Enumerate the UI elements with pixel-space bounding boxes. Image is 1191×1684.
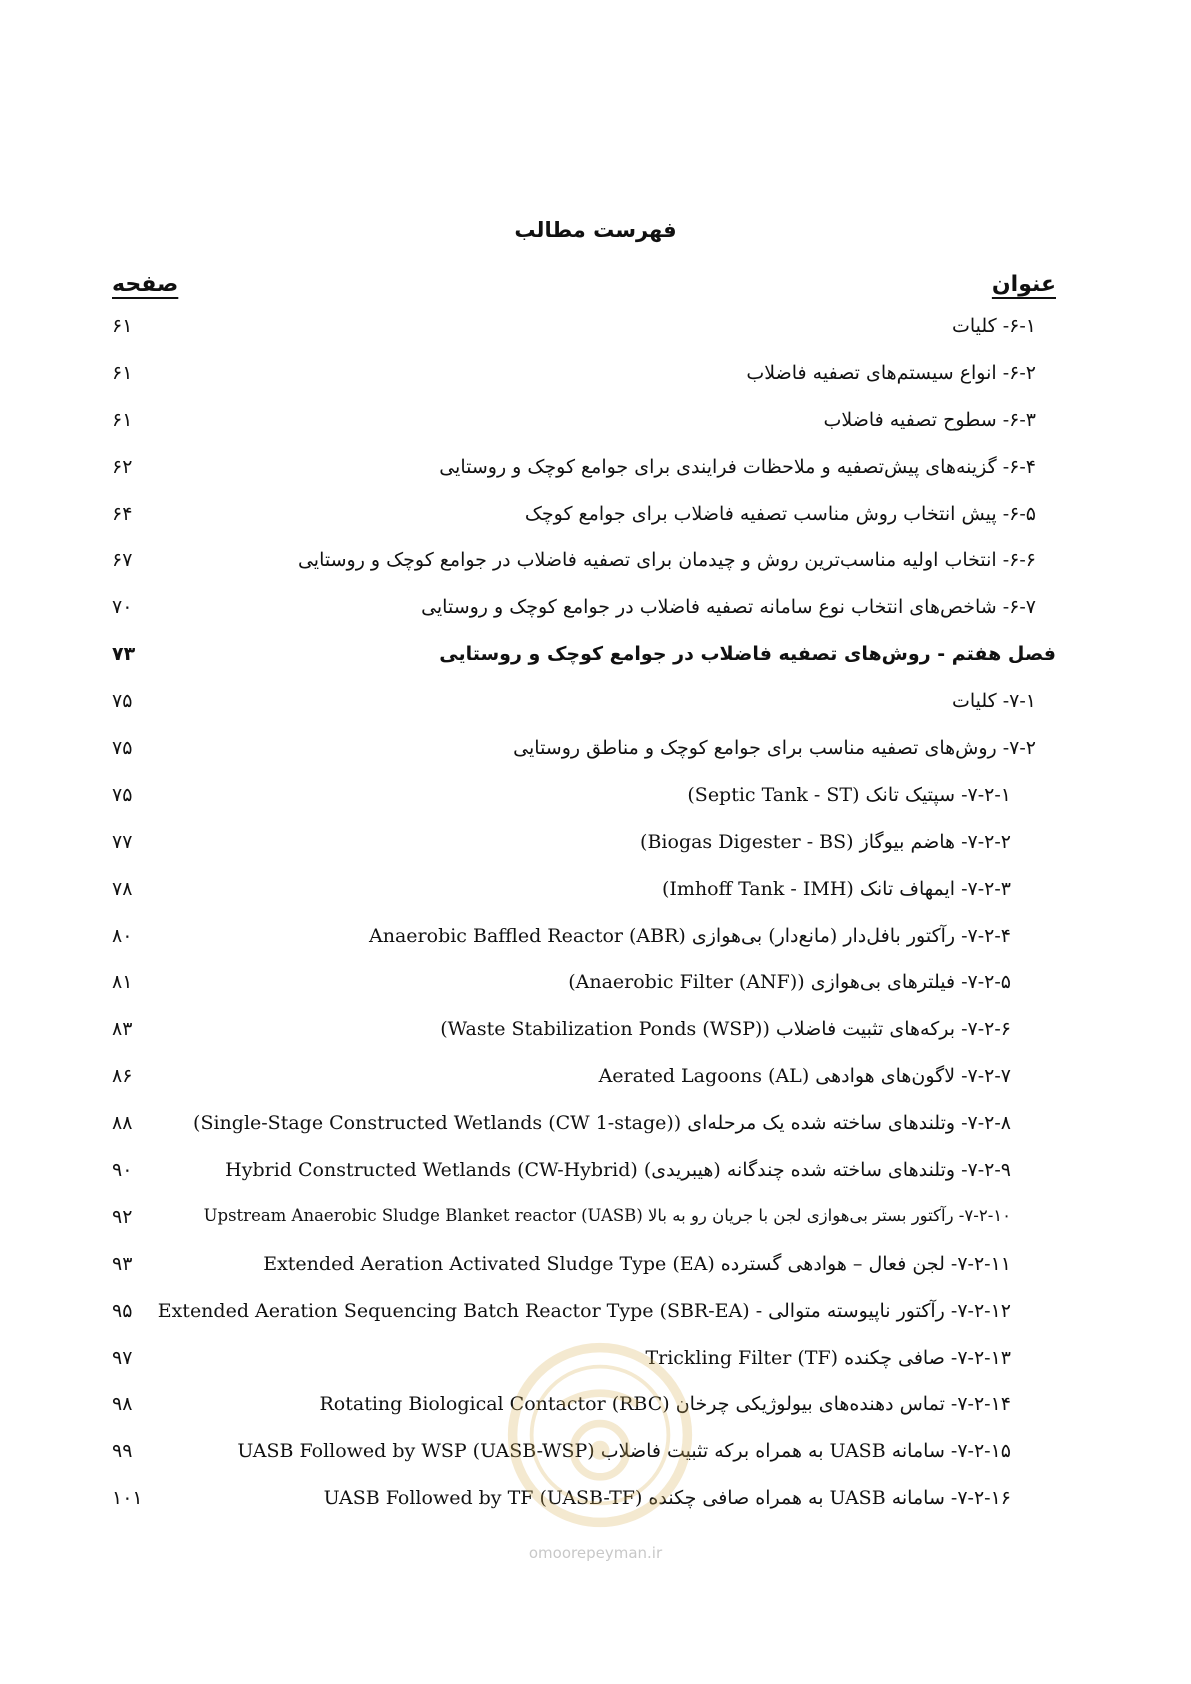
- toc-entry-title: ۶-۱- کلیات: [951, 315, 1036, 337]
- toc-entry-row: [0, 1440, 1191, 1487]
- toc-entry-row: [0, 784, 1191, 831]
- page-title: فهرست مطالب: [514, 218, 677, 242]
- toc-entry-row: [0, 549, 1191, 596]
- toc-entry-page: ۶۲: [112, 455, 133, 478]
- toc-entry-page: ۷۵: [112, 737, 133, 760]
- toc-entry-page: ۸۸: [112, 1112, 133, 1135]
- toc-entry-title: ۷-۲-۴- رآکتور بافل‌دار (مانع‌دار) بی‌هوازی Anaerobic Baffled Reactor (ABR): [369, 924, 1011, 947]
- toc-entry-row: [0, 1159, 1191, 1206]
- toc-entry-title: ۷-۲-۹- وتلندهای ساخته شده چندگانه (هیبریدی) Hybrid Constructed Wetlands (CW-Hybrid): [225, 1159, 1011, 1182]
- toc-entry-row: [0, 737, 1191, 784]
- toc-entry-row: [0, 1018, 1191, 1065]
- toc-entry-page: ۷۰: [112, 596, 133, 619]
- toc-entry-title: ۷-۲-۱۳- صافی چکنده (Trickling Filter (TF: [645, 1346, 1011, 1369]
- toc-entry-page: ۷۷: [112, 830, 133, 853]
- table-of-contents: [0, 315, 1191, 1534]
- toc-entry-title: ۷-۲-۶- برکه‌های تثبیت فاضلاب (Waste Stabilization Ponds (WSP)): [440, 1018, 1011, 1041]
- toc-entry-title: فصل هفتم - روش‌های تصفیه فاضلاب در جوامع کوچک و روستایی: [439, 643, 1056, 666]
- toc-entry-page: ۷۳: [112, 643, 136, 666]
- toc-entry-row: [0, 596, 1191, 643]
- toc-entry-page: ۹۳: [112, 1252, 133, 1275]
- toc-entry-row: [0, 503, 1191, 550]
- toc-entry-title: ۶-۳- سطوح تصفیه فاضلاب: [823, 408, 1036, 431]
- toc-entry-row: [0, 315, 1191, 362]
- toc-entry-page: ۸۱: [112, 971, 133, 994]
- toc-entry-row: [0, 1487, 1191, 1534]
- toc-entry-title: ۷-۲-۱۲- رآکتور ناپیوسته متوالی - Extended Aeration Sequencing Batch Reactor Type (SBR-EA): [157, 1299, 1011, 1322]
- toc-entry-page: ۷۸: [112, 877, 133, 900]
- toc-entry-row: [0, 1065, 1191, 1112]
- toc-entry-title: ۶-۷- شاخص‌های انتخاب نوع سامانه تصفیه فاضلاب در جوامع کوچک و روستایی: [421, 596, 1036, 619]
- toc-entry-row: [0, 1300, 1191, 1347]
- toc-entry-title: ۷-۲-۸- وتلندهای ساخته شده یک مرحله‌ای (Single-Stage Constructed Wetlands (CW 1-stage)): [193, 1112, 1011, 1135]
- toc-entry-title: ۷-۲-۷- لاگون‌های هوادهی (Aerated Lagoons (AL: [598, 1065, 1011, 1088]
- toc-entry-row: [0, 971, 1191, 1018]
- toc-entry-title: ۶-۵- پیش انتخاب روش مناسب تصفیه فاضلاب برای جوامع کوچک: [524, 502, 1036, 525]
- toc-entry-row: [0, 690, 1191, 737]
- toc-entry-title: ۷-۲- روش‌های تصفیه مناسب برای جوامع کوچک و مناطق روستایی: [513, 737, 1036, 760]
- toc-entry-title: ۷-۲-۱۱- لجن فعال – هوادهی گسترده Extended Aeration Activated Sludge Type (EA): [263, 1252, 1011, 1275]
- toc-entry-page: ۶۱: [112, 361, 133, 384]
- column-header-page: صفحه: [112, 272, 179, 297]
- toc-entry-page: ۹۲: [112, 1205, 133, 1228]
- column-header-title: عنوان: [991, 272, 1056, 297]
- toc-entry-page: ۶۷: [112, 549, 133, 572]
- toc-entry-page: ۷۵: [112, 690, 133, 713]
- toc-entry-page: ۹۸: [112, 1393, 133, 1416]
- toc-entry-title: ۷-۲-۱۶- سامانه UASB به همراه صافی چکنده (UASB Followed by TF (UASB-TF: [323, 1487, 1011, 1510]
- toc-entry-page: ۹۰: [112, 1159, 133, 1182]
- toc-entry-page: ۷۵: [112, 783, 133, 806]
- toc-entry-title: ۷-۱- کلیات: [951, 690, 1036, 713]
- toc-entry-title: ۷-۲-۱- سپتیک تانک (Septic Tank - ST): [687, 783, 1011, 806]
- toc-entry-page: ۶۱: [112, 315, 133, 337]
- toc-entry-page: ۸۰: [112, 924, 133, 947]
- toc-entry-page: ۸۳: [112, 1018, 133, 1041]
- toc-entry-row: [0, 1253, 1191, 1300]
- toc-entry-row: [0, 456, 1191, 503]
- toc-entry-title: ۶-۴- گزینه‌های پیش‌تصفیه و ملاحظات فرایندی برای جوامع کوچک و روستایی: [439, 455, 1036, 478]
- toc-entry-row: [0, 409, 1191, 456]
- watermark-text: omoorepeyman.ir: [528, 1544, 663, 1562]
- toc-entry-page: ۸۶: [112, 1065, 133, 1088]
- toc-entry-row: [0, 878, 1191, 925]
- toc-entry-page: ۶۱: [112, 408, 133, 431]
- toc-entry-title: ۷-۲-۳- ایمهاف تانک (Imhoff Tank - IMH): [661, 877, 1011, 900]
- toc-entry-row: [0, 362, 1191, 409]
- toc-entry-page: ۹۷: [112, 1346, 133, 1369]
- toc-entry-page: ۹۵: [112, 1299, 133, 1322]
- toc-entry-row: [0, 1112, 1191, 1159]
- toc-entry-title: ۷-۲-۱۰- رآکتور بستر بی‌هوازی لجن با جریان رو به بالا (Upstream Anaerobic Sludge Blanket reactor (UASB: [203, 1205, 1011, 1225]
- toc-entry-row: [0, 1393, 1191, 1440]
- toc-entry-row: [0, 831, 1191, 878]
- toc-entry-row: [0, 1347, 1191, 1394]
- toc-entry-title: ۷-۲-۵- فیلترهای بی‌هوازی (Anaerobic Filter (ANF)): [568, 971, 1011, 994]
- toc-entry-title: ۶-۶- انتخاب اولیه مناسب‌ترین روش و چیدمان برای تصفیه فاضلاب در جوامع کوچک و روستایی: [297, 549, 1036, 572]
- toc-entry-row: [0, 925, 1191, 972]
- toc-entry-row: [0, 1206, 1191, 1253]
- toc-entry-title: ۷-۲-۱۵- سامانه UASB به همراه برکه تثبیت فاضلاب (UASB Followed by WSP (UASB-WSP: [237, 1440, 1011, 1463]
- toc-entry-title: ۶-۲- انواع سیستم‌های تصفیه فاضلاب: [746, 361, 1036, 384]
- toc-entry-title: ۷-۲-۲- هاضم بیوگاز (Biogas Digester - BS): [640, 830, 1011, 853]
- toc-entry-page: ۱۰۱: [112, 1487, 143, 1510]
- toc-entry-page: ۹۹: [112, 1440, 133, 1463]
- toc-entry-title: ۷-۲-۱۴- تماس دهنده‌های بیولوژیکی چرخان (Rotating Biological Contactor (RBC: [319, 1393, 1011, 1416]
- toc-chapter-row: [0, 643, 1191, 690]
- toc-entry-page: ۶۴: [112, 502, 133, 525]
